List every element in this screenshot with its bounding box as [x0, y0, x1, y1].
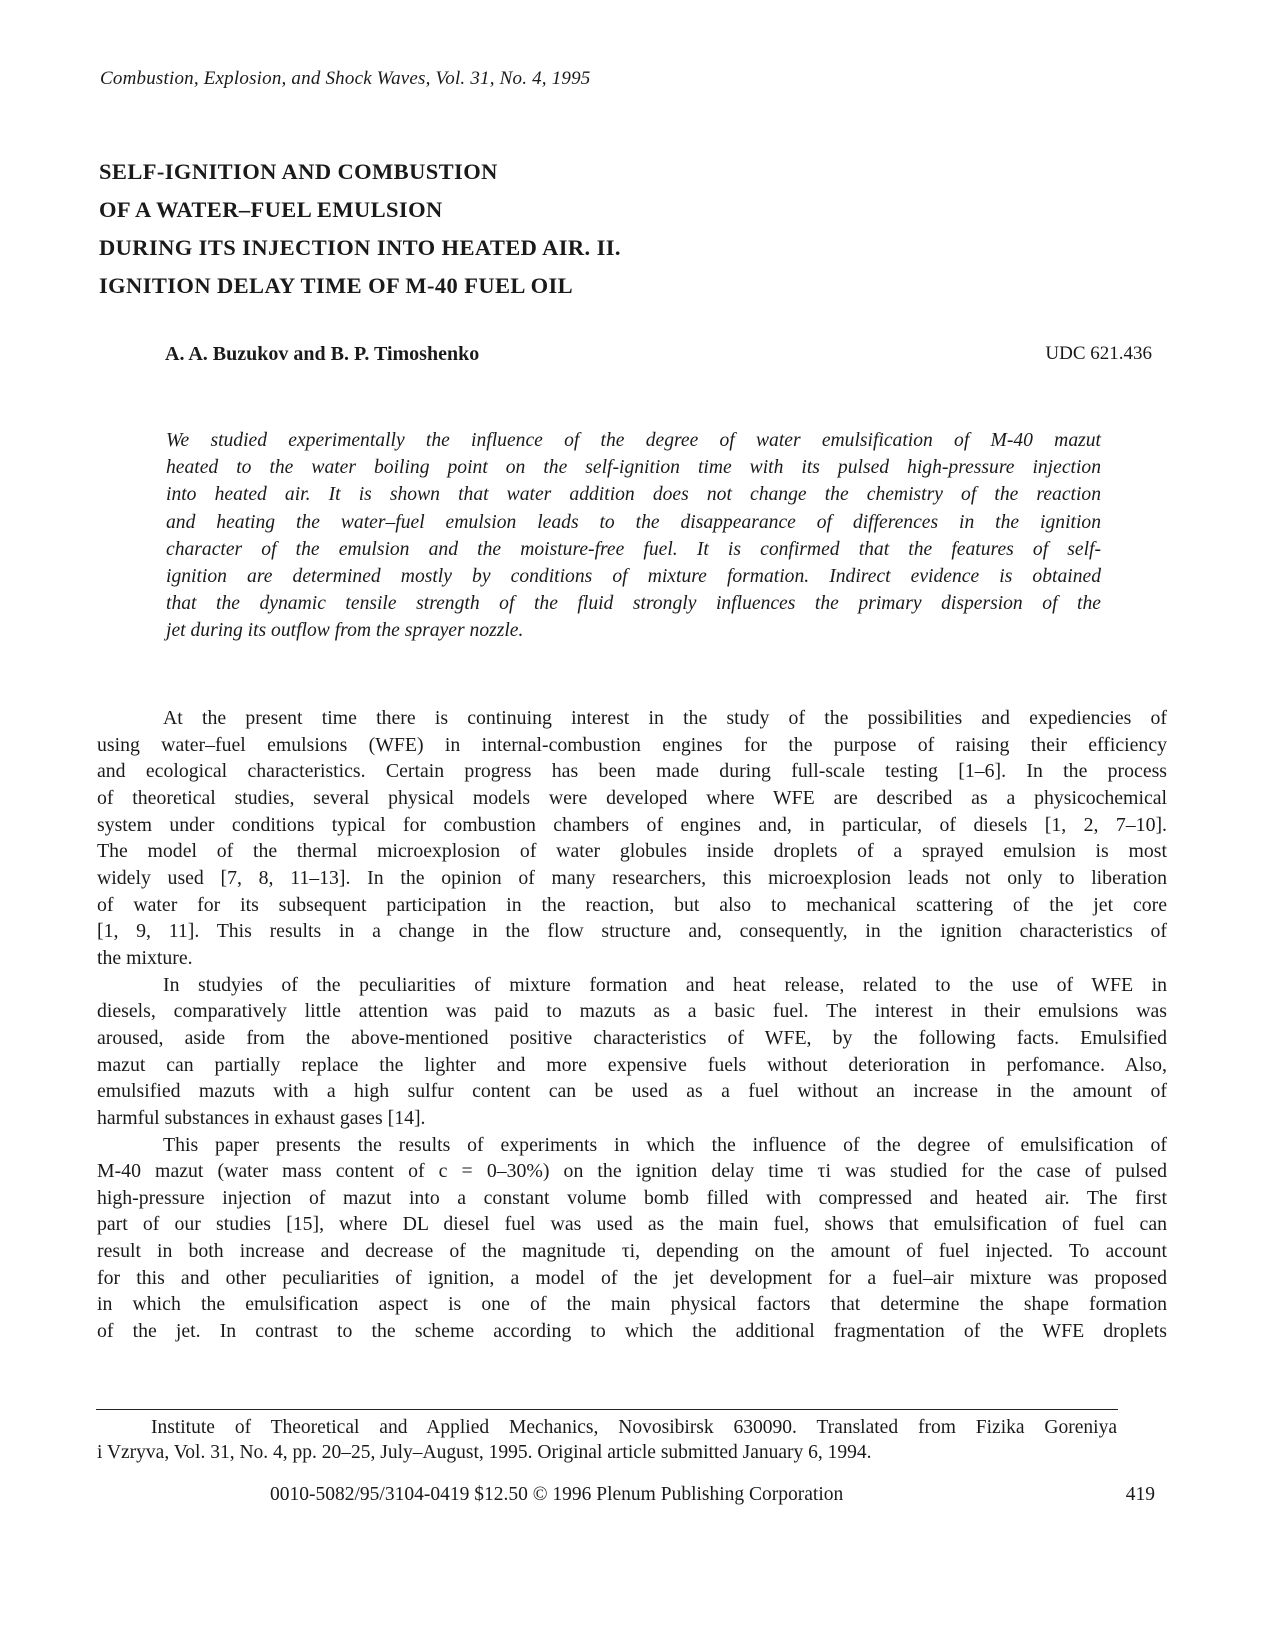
abstract-line: jet during its outflow from the sprayer nozzle.	[166, 620, 524, 642]
body-line: emulsified mazuts with a high sulfur content can be used as a fuel without an increase in the amount of	[97, 1080, 1167, 1103]
footnote-line: Institute of Theoretical and Applied Mechanics, Novosibirsk 630090. Translated from Fizika Goreniya	[151, 1417, 1117, 1438]
footnote-divider	[96, 1409, 1118, 1410]
body-line: This paper presents the results of experiments in which the influence of the degree of emulsification of	[163, 1133, 1167, 1156]
body-line: for this and other peculiarities of ignition, a model of the jet development for a fuel–air mixture was proposed	[97, 1266, 1167, 1289]
body-line: of theoretical studies, several physical models were developed where WFE are described as a physicochemical	[97, 786, 1167, 809]
title-line: IGNITION DELAY TIME OF M-40 FUEL OIL	[99, 273, 574, 298]
body-line: the mixture.	[97, 946, 193, 969]
body-line: of the jet. In contrast to the scheme according to which the additional fragmentation of the WFE droplets	[97, 1320, 1167, 1343]
body-line: part of our studies [15], where DL diesel fuel was used as the main fuel, shows that emulsification of fuel can	[97, 1213, 1167, 1236]
title-line: DURING ITS INJECTION INTO HEATED AIR. II.	[99, 235, 621, 260]
abstract-line: heated to the water boiling point on the self-ignition time with its pulsed high-pressure injection	[166, 457, 1101, 479]
abstract-line: that the dynamic tensile strength of the fluid strongly influences the primary dispersion of the	[166, 593, 1101, 615]
page-number: 419	[1125, 1484, 1155, 1505]
abstract-line: into heated air. It is shown that water addition does not change the chemistry of the reaction	[166, 484, 1101, 506]
title-line: SELF-IGNITION AND COMBUSTION	[99, 159, 498, 184]
body-line: in which the emulsification aspect is one of the main physical factors that determine the shape formation	[97, 1293, 1167, 1316]
body-line: high-pressure injection of mazut into a constant volume bomb filled with compressed and heated air. The first	[97, 1186, 1167, 1209]
body-line: of water for its subsequent participation in the reaction, but also to mechanical scattering of the jet core	[97, 893, 1167, 916]
body-line: and ecological characteristics. Certain progress has been made during full-scale testing [1–6]. In the process	[97, 760, 1167, 783]
journal-header: Combustion, Explosion, and Shock Waves, Vol. 31, No. 4, 1995	[100, 68, 591, 89]
footnote-line: i Vzryva, Vol. 31, No. 4, pp. 20–25, July–August, 1995. Original article submitted January 6, 1994.	[97, 1442, 872, 1463]
body-line: harmful substances in exhaust gases [14].	[97, 1106, 426, 1129]
abstract-line: We studied experimentally the influence of the degree of water emulsification of M-40 mazut	[166, 430, 1101, 451]
abstract-line: and heating the water–fuel emulsion leads to the disappearance of differences in the ignition	[166, 511, 1101, 533]
body-line: In studyies of the peculiarities of mixture formation and heat release, related to the use of WFE in	[163, 973, 1167, 996]
abstract-line: character of the emulsion and the moisture-free fuel. It is confirmed that the features of self-	[166, 538, 1101, 560]
body-line: M-40 mazut (water mass content of c = 0–30%) on the ignition delay time τi was studied for the case of pulsed	[97, 1160, 1167, 1183]
footnote	[97, 1415, 1117, 1465]
body-line: diesels, comparatively little attention was paid to mazuts as a basic fuel. The interest in their emulsions was	[97, 1000, 1167, 1023]
body-text	[97, 705, 1167, 1345]
abstract-line: ignition are determined mostly by conditions of mixture formation. Indirect evidence is obtained	[166, 566, 1101, 588]
udc-code: UDC 621.436	[1045, 343, 1152, 364]
body-line: widely used [7, 8, 11–13]. In the opinion of many researchers, this microexplosion leads not only to liberation	[97, 866, 1167, 889]
authors: A. A. Buzukov and B. P. Timoshenko	[165, 343, 480, 365]
title-line: OF A WATER–FUEL EMULSION	[99, 197, 443, 222]
abstract	[166, 427, 1101, 645]
body-line: result in both increase and decrease of the magnitude τi, depending on the amount of fuel injected. To account	[97, 1240, 1167, 1263]
body-line: [1, 9, 11]. This results in a change in the flow structure and, consequently, in the ignition characteristics of	[97, 920, 1167, 943]
body-line: The model of the thermal microexplosion of water globules inside droplets of a sprayed emulsion is most	[97, 840, 1167, 863]
body-line: At the present time there is continuing interest in the study of the possibilities and expediencies of	[163, 707, 1167, 729]
body-line: using water–fuel emulsions (WFE) in internal-combustion engines for the purpose of raising their efficiency	[97, 733, 1167, 756]
body-line: system under conditions typical for combustion chambers of engines and, in particular, of diesels [1, 2, 7–10].	[97, 813, 1167, 836]
article-title	[99, 153, 1099, 305]
body-line: mazut can partially replace the lighter and more expensive fuels without deterioration in perfomance. Also,	[97, 1053, 1167, 1076]
body-line: aroused, aside from the above-mentioned positive characteristics of WFE, by the following facts. Emulsified	[97, 1026, 1167, 1049]
copyright-line: 0010-5082/95/3104-0419 $12.50 © 1996 Plenum Publishing Corporation	[270, 1484, 844, 1505]
